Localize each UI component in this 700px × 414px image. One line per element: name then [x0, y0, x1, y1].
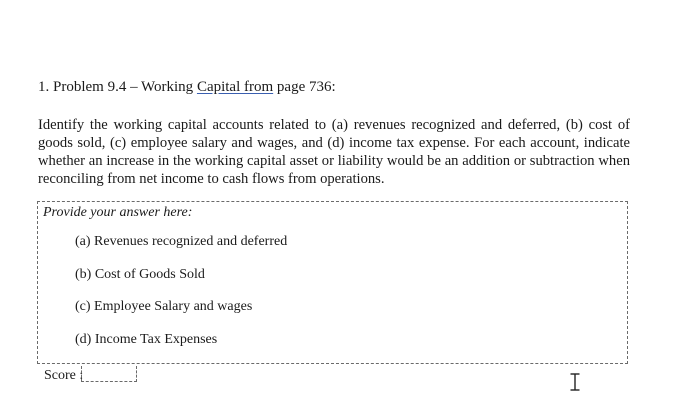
answer-item-d: (d) Income Tax Expenses — [75, 332, 218, 347]
text-cursor-icon — [569, 372, 581, 392]
problem-heading — [38, 79, 336, 96]
score-field[interactable] — [81, 366, 137, 382]
answer-box[interactable] — [37, 201, 628, 364]
problem-heading-suffix: page 736: — [273, 79, 336, 95]
answer-prompt: Provide your answer here: — [43, 205, 193, 220]
page-reference-link[interactable]: Capital from — [196, 79, 274, 95]
answer-item-b: (b) Cost of Goods Sold — [75, 267, 205, 282]
answer-item-c: (c) Employee Salary and wages — [75, 299, 253, 314]
answer-item-a: (a) Revenues recognized and deferred — [75, 234, 288, 249]
problem-heading-prefix: 1. Problem 9.4 – Working — [38, 79, 197, 95]
instructions-paragraph: Identify the working capital accounts related to (a) revenues recognized and deferred, (b) cost of goods sold, (c) employee salary and wages, and (d) income tax expense. For each account, indicate whether an increase in the working capital asset or liability would be an addition or subtraction when reconciling from net income to cash flows from operations. — [38, 117, 630, 187]
score-label: Score : — [44, 368, 84, 383]
